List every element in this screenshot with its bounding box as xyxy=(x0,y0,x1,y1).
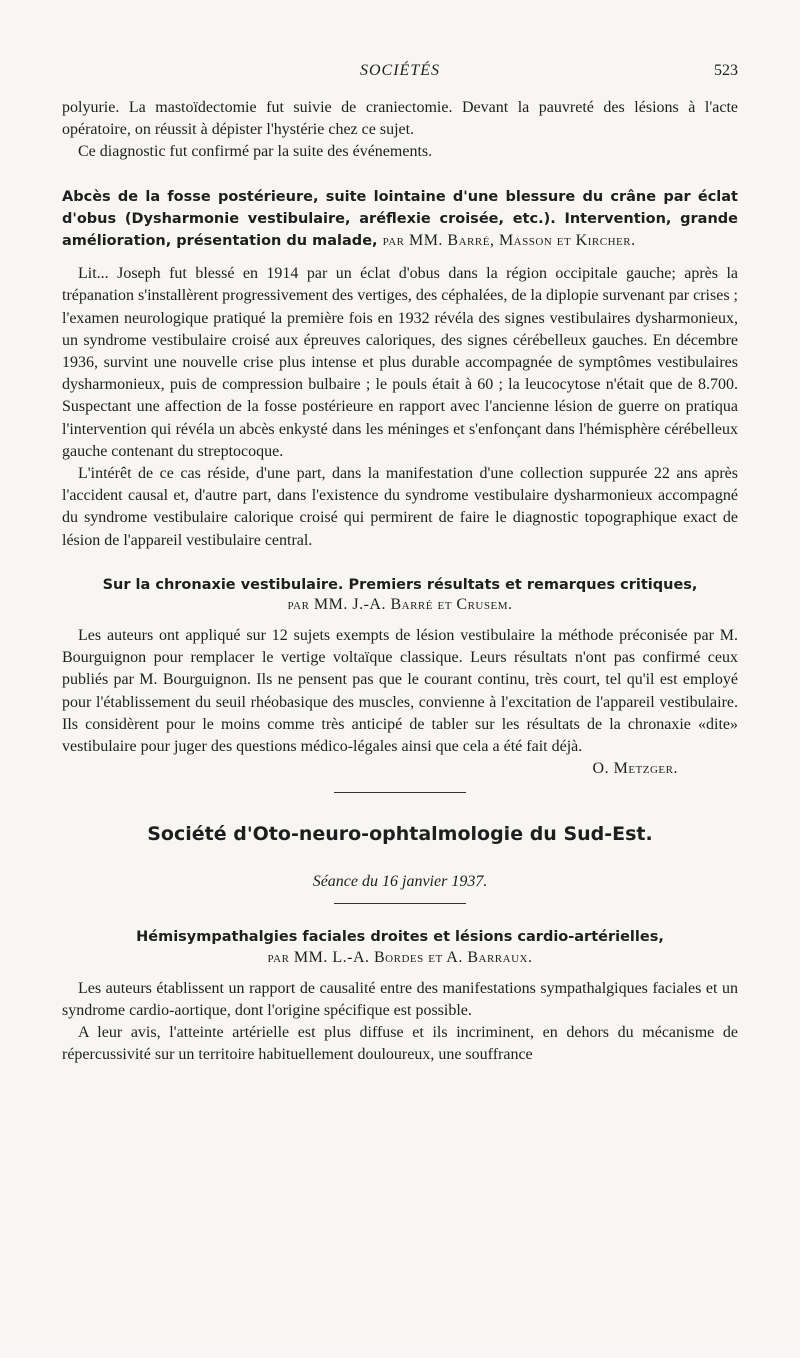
article-paragraph: L'intérêt de ce cas réside, d'une part, dans la manifestation d'une collection suppurée 22 ans après l'accident causal et, d'autre part, dans l'existence du syndrome vestibulaire dysharmonieux accompagné du syndrome vestibulaire calorique croisé qui permirent de faire le diagnostic topographique exact de lésion de l'appareil vestibulaire central. xyxy=(62,465,738,549)
article-paragraph: Lit... Joseph fut blessé en 1914 par un éclat d'obus dans la région occipitale gauche; après la trépanation s'installèrent progressivement des vertiges, des céphalées, de la diplopie survenant par crises ; l'examen neurologique pratiqué la première fois en 1932 révéla des signes vestibulaires dysharmonieux, un syndrome vestibulaire croisé aux épreuves caloriques, des signes cérébelleux gauches. En décembre 1936, survint une nouvelle crise plus intense et plus durable accompagnée de symptômes vestibulaires dysharmonieux, puis de compression bulbaire ; le pouls était à 60 ; la leucocytose n'était que de 8.700. Suspectant une affection de la fosse postérieure en rapport avec l'ancienne lésion de guerre on pratiqua l'intervention qui révéla un abcès enkysté dans les méninges et s'enfonçant dans l'hémisphère cérébelleux gauche contenant du streptocoque. xyxy=(62,265,738,460)
article-paragraph: Les auteurs établissent un rapport de causalité entre des manifestations sympathalgiques faciales et un syndrome cardio-aortique, dont l'origine spécifique est possible. xyxy=(62,979,738,1019)
article-title xyxy=(62,186,738,253)
article-title: Sur la chronaxie vestibulaire. Premiers résultats et remarques critiques, xyxy=(102,576,698,593)
intro-paragraph: polyurie. La mastoïdectomie fut suivie de craniectomie. Devant la pauvreté des lésions à l'acte opératoire, on réussit à dépister l'hystérie chez ce sujet. xyxy=(62,99,738,139)
session-date: Séance du 16 janvier 1937. xyxy=(312,873,488,891)
article-authors: par MM. Barré, Masson et Kircher. xyxy=(382,232,636,250)
article-authors: par MM. J.-A. Barré et Crusem. xyxy=(287,596,513,614)
article-title: Hémisympathalgies faciales droites et lésions cardio-artérielles, xyxy=(136,929,664,946)
society-title: Société d'Oto-neuro-ophtalmologie du Sud-Est. xyxy=(147,823,653,846)
running-title: SOCIÉTÉS xyxy=(360,62,440,79)
article-title-text: Abcès de la fosse postérieure, suite lointaine d'une blessure du crâne par éclat d'obus (Dysharmonie vestibulaire, aréflexie croisée, etc.). Intervention, grande amélioration, présentation du malade, xyxy=(62,188,738,250)
page-number: 523 xyxy=(714,62,738,79)
intro-paragraph: Ce diagnostic fut confirmé par la suite des événements. xyxy=(78,143,433,161)
signature: O. Metzger. xyxy=(592,760,678,778)
article-authors: par MM. L.-A. Bordes et A. Barraux. xyxy=(267,948,533,966)
article-paragraph: Les auteurs ont appliqué sur 12 sujets exempts de lésion vestibulaire la méthode préconisée par M. Bourguignon pour remplacer le vertige voltaïque classique. Leurs résultats n'ont pas confirmé ceux publiés par M. Bourguignon. Ils ne pensent pas que le courant continu, très court, tel qu'il est employé pour l'établissement du seuil rhéobasique des muscles, convienne à l'excitation de l'appareil vestibulaire. Ils considèrent pour le moins comme très anticipé de tabler sur les résultats de la chronaxie «dite» vestibulaire pour juger des questions médico-légales ainsi que cela a été fait déjà. xyxy=(62,627,738,756)
page-body xyxy=(62,97,738,1067)
article-paragraph: A leur avis, l'atteinte artérielle est plus diffuse et ils incriminent, en dehors du mécanisme de répercussivité sur un territoire habituellement douloureux, une souffrance xyxy=(62,1024,738,1064)
